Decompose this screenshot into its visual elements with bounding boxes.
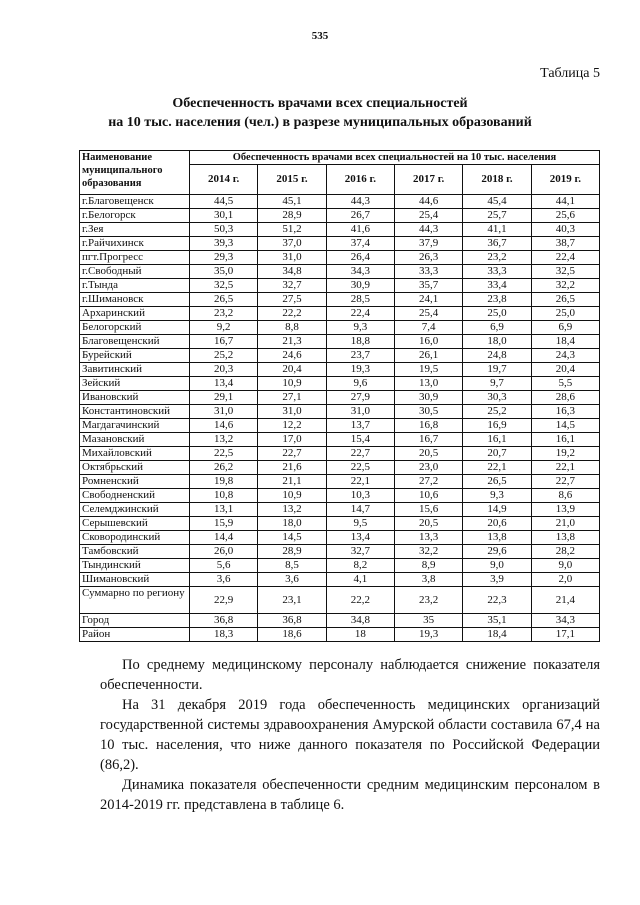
table-row xyxy=(80,614,600,628)
provision-value: 22,5 xyxy=(326,461,394,475)
municipality-name: Мазановский xyxy=(80,433,190,447)
provision-value: 35,0 xyxy=(190,265,258,279)
table-row xyxy=(80,279,600,293)
provision-value: 27,1 xyxy=(258,391,326,405)
header-municipality: Наименование муниципального образования xyxy=(80,151,190,195)
provision-value: 14,6 xyxy=(190,419,258,433)
provision-value: 31,0 xyxy=(326,405,394,419)
table-caption: Таблица 5 xyxy=(540,66,600,81)
provision-value: 13,4 xyxy=(190,377,258,391)
table-row xyxy=(80,307,600,321)
provision-value: 18,0 xyxy=(258,517,326,531)
provision-value: 26,3 xyxy=(394,251,462,265)
provision-value: 21,1 xyxy=(258,475,326,489)
provision-value: 22,3 xyxy=(463,587,531,614)
provision-value: 26,4 xyxy=(326,251,394,265)
provision-value: 35 xyxy=(394,614,462,628)
provision-value: 20,5 xyxy=(394,517,462,531)
provision-value: 15,4 xyxy=(326,433,394,447)
provision-value: 2,0 xyxy=(531,573,599,587)
header-year: 2016 г. xyxy=(326,165,394,195)
provision-value: 25,4 xyxy=(394,307,462,321)
table-row xyxy=(80,349,600,363)
provision-value: 9,5 xyxy=(326,517,394,531)
table-body xyxy=(80,195,600,642)
provision-value: 44,1 xyxy=(531,195,599,209)
municipality-name: Благовещенский xyxy=(80,335,190,349)
municipality-name: Селемджинский xyxy=(80,503,190,517)
provision-value: 10,3 xyxy=(326,489,394,503)
provision-value: 18,6 xyxy=(258,628,326,642)
provision-value: 22,1 xyxy=(326,475,394,489)
municipality-name: г.Тында xyxy=(80,279,190,293)
provision-value: 14,5 xyxy=(258,531,326,545)
table-row xyxy=(80,573,600,587)
provision-value: 23,7 xyxy=(326,349,394,363)
provision-value: 34,8 xyxy=(258,265,326,279)
provision-value: 20,3 xyxy=(190,363,258,377)
provision-value: 21,3 xyxy=(258,335,326,349)
table-row xyxy=(80,377,600,391)
provision-value: 19,7 xyxy=(463,363,531,377)
header-year: 2014 г. xyxy=(190,165,258,195)
provision-value: 26,5 xyxy=(463,475,531,489)
municipality-name: Октябрьский xyxy=(80,461,190,475)
provision-value: 21,4 xyxy=(531,587,599,614)
provision-value: 18 xyxy=(326,628,394,642)
provision-value: 51,2 xyxy=(258,223,326,237)
provision-value: 9,7 xyxy=(463,377,531,391)
table-row xyxy=(80,503,600,517)
provision-value: 8,9 xyxy=(394,559,462,573)
provision-value: 26,2 xyxy=(190,461,258,475)
provision-value: 16,9 xyxy=(463,419,531,433)
provision-value: 14,7 xyxy=(326,503,394,517)
provision-value: 22,7 xyxy=(531,475,599,489)
provision-value: 22,2 xyxy=(326,587,394,614)
provision-value: 34,3 xyxy=(326,265,394,279)
provision-value: 25,2 xyxy=(463,405,531,419)
municipality-name: Тындинский xyxy=(80,559,190,573)
provision-value: 20,6 xyxy=(463,517,531,531)
page-number: 535 xyxy=(311,30,329,42)
provision-value: 41,6 xyxy=(326,223,394,237)
provision-value: 30,3 xyxy=(463,391,531,405)
provision-value: 8,2 xyxy=(326,559,394,573)
table-row xyxy=(80,195,600,209)
provision-value: 22,9 xyxy=(190,587,258,614)
table-row xyxy=(80,447,600,461)
header-year: 2018 г. xyxy=(463,165,531,195)
provision-value: 6,9 xyxy=(463,321,531,335)
provision-value: 32,2 xyxy=(531,279,599,293)
provision-value: 13,7 xyxy=(326,419,394,433)
provision-value: 28,9 xyxy=(258,545,326,559)
provision-value: 32,7 xyxy=(258,279,326,293)
provision-value: 18,4 xyxy=(463,628,531,642)
provision-value: 44,3 xyxy=(326,195,394,209)
provision-value: 30,9 xyxy=(326,279,394,293)
provision-value: 15,9 xyxy=(190,517,258,531)
provision-value: 34,8 xyxy=(326,614,394,628)
provision-value: 22,2 xyxy=(258,307,326,321)
table-row xyxy=(80,293,600,307)
provision-value: 20,5 xyxy=(394,447,462,461)
provision-value: 14,5 xyxy=(531,419,599,433)
table-row xyxy=(80,475,600,489)
table-row xyxy=(80,237,600,251)
municipality-name: Константиновский xyxy=(80,405,190,419)
table-row xyxy=(80,405,600,419)
provision-value: 37,9 xyxy=(394,237,462,251)
municipality-name: Суммарно по региону xyxy=(80,587,190,614)
table-row xyxy=(80,223,600,237)
provision-value: 38,7 xyxy=(531,237,599,251)
provision-value: 26,5 xyxy=(190,293,258,307)
provision-value: 22,7 xyxy=(258,447,326,461)
provision-value: 24,1 xyxy=(394,293,462,307)
provision-value: 6,9 xyxy=(531,321,599,335)
provision-value: 20,7 xyxy=(463,447,531,461)
table-row xyxy=(80,363,600,377)
provision-value: 9,6 xyxy=(326,377,394,391)
provision-value: 14,9 xyxy=(463,503,531,517)
provision-value: 16,8 xyxy=(394,419,462,433)
provision-value: 26,7 xyxy=(326,209,394,223)
provision-value: 20,4 xyxy=(258,363,326,377)
provision-value: 8,8 xyxy=(258,321,326,335)
table-row xyxy=(80,628,600,642)
provision-value: 44,5 xyxy=(190,195,258,209)
municipality-name: пгт.Прогресс xyxy=(80,251,190,265)
provision-value: 36,8 xyxy=(190,614,258,628)
provision-value: 33,4 xyxy=(463,279,531,293)
provision-value: 19,3 xyxy=(394,628,462,642)
municipality-name: Район xyxy=(80,628,190,642)
provision-value: 13,8 xyxy=(531,531,599,545)
provision-value: 30,5 xyxy=(394,405,462,419)
paragraph: По среднему медицинскому персоналу наблюдается снижение показателя обеспеченности. xyxy=(100,657,600,693)
provision-value: 44,6 xyxy=(394,195,462,209)
municipality-name: Шимановский xyxy=(80,573,190,587)
table-row xyxy=(80,517,600,531)
provision-value: 17,0 xyxy=(258,433,326,447)
municipality-name: Архаринский xyxy=(80,307,190,321)
provision-value: 17,1 xyxy=(531,628,599,642)
provision-value: 16,7 xyxy=(394,433,462,447)
table-row xyxy=(80,545,600,559)
provision-value: 25,7 xyxy=(463,209,531,223)
provision-value: 16,1 xyxy=(463,433,531,447)
provision-value: 23,1 xyxy=(258,587,326,614)
municipality-name: Ивановский xyxy=(80,391,190,405)
provision-value: 36,7 xyxy=(463,237,531,251)
provision-value: 27,5 xyxy=(258,293,326,307)
provision-value: 37,0 xyxy=(258,237,326,251)
provision-value: 3,6 xyxy=(190,573,258,587)
provision-value: 22,1 xyxy=(463,461,531,475)
provision-value: 13,2 xyxy=(190,433,258,447)
provision-value: 9,0 xyxy=(463,559,531,573)
provision-value: 9,0 xyxy=(531,559,599,573)
provision-value: 9,3 xyxy=(326,321,394,335)
provision-value: 10,9 xyxy=(258,377,326,391)
provision-value: 23,2 xyxy=(190,307,258,321)
provision-value: 12,2 xyxy=(258,419,326,433)
provision-value: 16,7 xyxy=(190,335,258,349)
provision-value: 19,3 xyxy=(326,363,394,377)
provision-value: 21,0 xyxy=(531,517,599,531)
provision-value: 24,8 xyxy=(463,349,531,363)
provision-value: 34,3 xyxy=(531,614,599,628)
provision-value: 30,1 xyxy=(190,209,258,223)
provision-value: 25,6 xyxy=(531,209,599,223)
provision-value: 18,4 xyxy=(531,335,599,349)
table-row xyxy=(80,265,600,279)
table-row xyxy=(80,391,600,405)
municipality-name: Зейский xyxy=(80,377,190,391)
provision-value: 31,0 xyxy=(258,405,326,419)
municipality-name: Белогорский xyxy=(80,321,190,335)
municipality-name: г.Свободный xyxy=(80,265,190,279)
table-row xyxy=(80,321,600,335)
provision-value: 10,6 xyxy=(394,489,462,503)
provision-value: 32,5 xyxy=(531,265,599,279)
header-year: 2019 г. xyxy=(531,165,599,195)
provision-value: 13,4 xyxy=(326,531,394,545)
header-provision-group: Обеспеченность врачами всех специальностей на 10 тыс. населения xyxy=(190,151,600,165)
provision-value: 32,5 xyxy=(190,279,258,293)
provision-value: 16,1 xyxy=(531,433,599,447)
provision-value: 13,8 xyxy=(463,531,531,545)
provision-value: 5,6 xyxy=(190,559,258,573)
municipality-name: г.Белогорск xyxy=(80,209,190,223)
provision-value: 3,8 xyxy=(394,573,462,587)
municipality-name: Город xyxy=(80,614,190,628)
paragraph: На 31 декабря 2019 года обеспеченность медицинских организаций государственной системы здравоохранения Амурской области составила 67,4 на 10 тыс. населения, что ниже данного показателя по Российской Федерации (86,2). xyxy=(100,697,600,773)
table-row xyxy=(80,209,600,223)
provision-value: 33,3 xyxy=(463,265,531,279)
provision-value: 13,9 xyxy=(531,503,599,517)
provision-value: 18,0 xyxy=(463,335,531,349)
provision-value: 14,4 xyxy=(190,531,258,545)
municipality-name: Серышевский xyxy=(80,517,190,531)
provision-value: 3,6 xyxy=(258,573,326,587)
table-row xyxy=(80,489,600,503)
table-row xyxy=(80,251,600,265)
provision-value: 23,2 xyxy=(463,251,531,265)
provision-value: 28,6 xyxy=(531,391,599,405)
table-row xyxy=(80,335,600,349)
provision-value: 27,2 xyxy=(394,475,462,489)
provision-value: 13,2 xyxy=(258,503,326,517)
provision-value: 44,3 xyxy=(394,223,462,237)
provision-value: 35,7 xyxy=(394,279,462,293)
provision-value: 3,9 xyxy=(463,573,531,587)
provision-value: 29,3 xyxy=(190,251,258,265)
table-row xyxy=(80,587,600,614)
provision-value: 32,7 xyxy=(326,545,394,559)
provision-value: 25,0 xyxy=(463,307,531,321)
provision-value: 5,5 xyxy=(531,377,599,391)
provision-value: 9,3 xyxy=(463,489,531,503)
provision-value: 29,1 xyxy=(190,391,258,405)
provision-value: 13,3 xyxy=(394,531,462,545)
provision-value: 28,2 xyxy=(531,545,599,559)
title-line-2: на 10 тыс. населения (чел.) в разрезе муниципальных образований xyxy=(108,115,532,130)
document-title xyxy=(0,94,640,132)
provision-value: 8,5 xyxy=(258,559,326,573)
provision-value: 25,0 xyxy=(531,307,599,321)
provision-value: 29,6 xyxy=(463,545,531,559)
provision-value: 25,2 xyxy=(190,349,258,363)
provision-value: 45,4 xyxy=(463,195,531,209)
provision-value: 18,3 xyxy=(190,628,258,642)
provision-value: 23,0 xyxy=(394,461,462,475)
provision-value: 9,2 xyxy=(190,321,258,335)
provision-value: 22,1 xyxy=(531,461,599,475)
municipality-name: Сковородинский xyxy=(80,531,190,545)
municipality-name: г.Райчихинск xyxy=(80,237,190,251)
provision-value: 22,5 xyxy=(190,447,258,461)
table-row xyxy=(80,461,600,475)
municipality-name: Бурейский xyxy=(80,349,190,363)
doctors-provision-table xyxy=(79,150,600,642)
municipality-name: Ромненский xyxy=(80,475,190,489)
provision-value: 39,3 xyxy=(190,237,258,251)
provision-value: 25,4 xyxy=(394,209,462,223)
municipality-name: Магдагачинский xyxy=(80,419,190,433)
provision-value: 23,8 xyxy=(463,293,531,307)
provision-value: 45,1 xyxy=(258,195,326,209)
table-row xyxy=(80,531,600,545)
provision-value: 22,7 xyxy=(326,447,394,461)
provision-value: 30,9 xyxy=(394,391,462,405)
provision-value: 31,0 xyxy=(258,251,326,265)
provision-value: 18,8 xyxy=(326,335,394,349)
table-row xyxy=(80,433,600,447)
provision-value: 22,4 xyxy=(531,251,599,265)
municipality-name: г.Зея xyxy=(80,223,190,237)
provision-value: 20,4 xyxy=(531,363,599,377)
header-year: 2017 г. xyxy=(394,165,462,195)
provision-value: 16,3 xyxy=(531,405,599,419)
provision-value: 19,8 xyxy=(190,475,258,489)
provision-value: 24,6 xyxy=(258,349,326,363)
provision-value: 8,6 xyxy=(531,489,599,503)
provision-value: 31,0 xyxy=(190,405,258,419)
provision-value: 13,0 xyxy=(394,377,462,391)
provision-value: 10,9 xyxy=(258,489,326,503)
provision-value: 21,6 xyxy=(258,461,326,475)
provision-value: 26,1 xyxy=(394,349,462,363)
provision-value: 28,5 xyxy=(326,293,394,307)
provision-value: 19,2 xyxy=(531,447,599,461)
provision-value: 15,6 xyxy=(394,503,462,517)
provision-value: 19,5 xyxy=(394,363,462,377)
table-row xyxy=(80,419,600,433)
municipality-name: г.Благовещенск xyxy=(80,195,190,209)
title-line-1: Обеспеченность врачами всех специальностей xyxy=(172,96,468,111)
provision-value: 26,0 xyxy=(190,545,258,559)
table-row xyxy=(80,559,600,573)
provision-value: 23,2 xyxy=(394,587,462,614)
provision-value: 40,3 xyxy=(531,223,599,237)
provision-value: 7,4 xyxy=(394,321,462,335)
municipality-name: Михайловский xyxy=(80,447,190,461)
body-text xyxy=(100,655,600,815)
provision-value: 50,3 xyxy=(190,223,258,237)
provision-value: 10,8 xyxy=(190,489,258,503)
provision-value: 32,2 xyxy=(394,545,462,559)
paragraph: Динамика показателя обеспеченности средним медицинским персоналом в 2014-2019 гг. представлена в таблице 6. xyxy=(100,777,600,813)
municipality-name: Завитинский xyxy=(80,363,190,377)
provision-value: 16,0 xyxy=(394,335,462,349)
provision-value: 41,1 xyxy=(463,223,531,237)
header-year: 2015 г. xyxy=(258,165,326,195)
provision-value: 4,1 xyxy=(326,573,394,587)
provision-value: 26,5 xyxy=(531,293,599,307)
provision-value: 36,8 xyxy=(258,614,326,628)
provision-value: 27,9 xyxy=(326,391,394,405)
municipality-name: Свободненский xyxy=(80,489,190,503)
municipality-name: Тамбовский xyxy=(80,545,190,559)
municipality-name: г.Шимановск xyxy=(80,293,190,307)
provision-value: 33,3 xyxy=(394,265,462,279)
provision-value: 13,1 xyxy=(190,503,258,517)
provision-value: 35,1 xyxy=(463,614,531,628)
provision-value: 28,9 xyxy=(258,209,326,223)
provision-value: 37,4 xyxy=(326,237,394,251)
provision-value: 24,3 xyxy=(531,349,599,363)
provision-value: 22,4 xyxy=(326,307,394,321)
